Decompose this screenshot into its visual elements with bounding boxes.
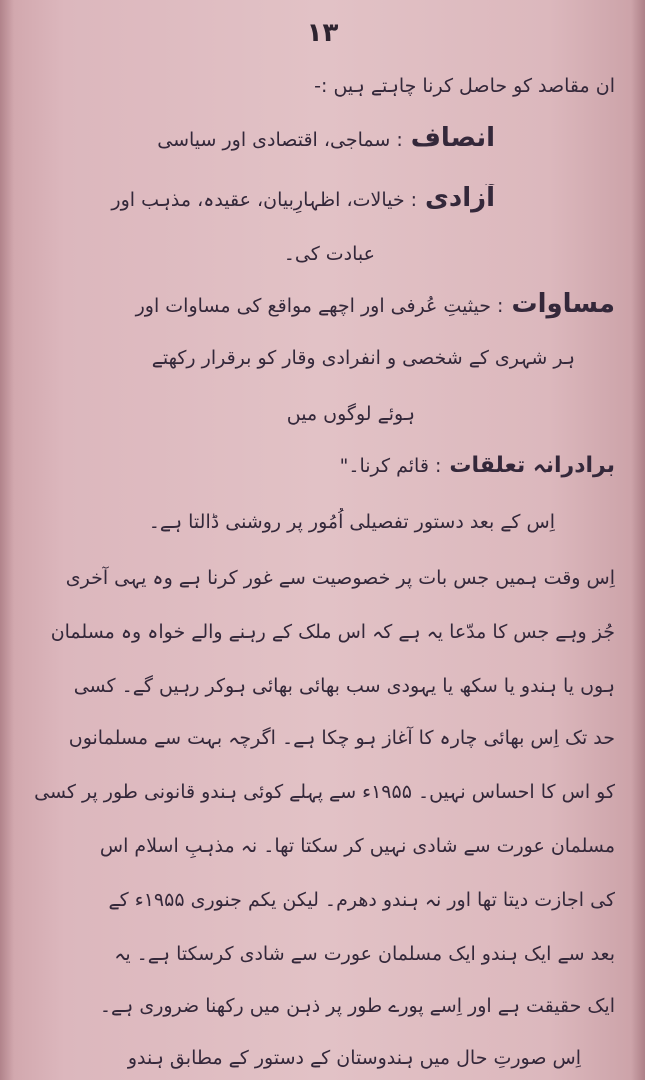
text-line: انصاف: سماجی، اقتصادی اور سیاسی (157, 124, 495, 153)
text-line: مسلمان عورت سے شادی نہیں کر سکتا تھا۔ نہ مذہبِ اسلام اس (99, 835, 615, 857)
text-line: عبادت کی۔ (283, 243, 375, 265)
text-line: ہوئے لوگوں میں (286, 403, 415, 425)
text-line: ان مقاصد کو حاصل کرنا چاہتے ہیں :- (314, 75, 615, 97)
page-number: ۱۳ (306, 18, 339, 48)
page-shadow-left (0, 0, 14, 1080)
text-line: مساوات: حیثیتِ عُرفی اور اچھے مواقع کی مساوات اور (135, 290, 615, 319)
text-line: آزادی: خیالات، اظہارِبیان، عقیدہ، مذہب اور (111, 184, 495, 213)
text-line: اِس وقت ہمیں جس بات پر خصوصیت سے غور کرنا ہے وہ یہی آخری (65, 567, 615, 589)
text-line: حد تک اِس بھائی چارہ کا آغاز ہو چکا ہے۔ اگرچہ بہت سے مسلمانوں (68, 727, 615, 749)
page-shadow-right (631, 0, 645, 1080)
text-line: ایک حقیقت ہے اور اِسے پورے طور پر ذہن میں رکھنا ضروری ہے۔ (99, 995, 615, 1017)
heading-fraternity: برادرانہ تعلقات (449, 453, 615, 478)
heading-liberty: آزادی (425, 184, 495, 213)
text-line: کو اس کا احساس نہیں۔ ۱۹۵۵ء سے پہلے کوئی ہندو قانونی طور پر کسی (34, 781, 615, 803)
text-line: اِس صورتِ حال میں ہندوستان کے دستور کے مطابق ہندو (127, 1047, 581, 1069)
text-line: ہر شہری کے شخصی و انفرادی وقار کو برقرار رکھتے (151, 347, 575, 369)
text-line: بعد سے ایک ہندو ایک مسلمان عورت سے شادی کرسکتا ہے۔ یہ (114, 943, 615, 965)
heading-equality: مساوات (511, 290, 615, 319)
text-line: کی اجازت دیتا تھا اور نہ ہندو دھرم۔ لیکن یکم جنوری ۱۹۵۵ء کے (108, 889, 615, 911)
text-line: جُز وہے جس کا مدّعا یہ ہے کہ اس ملک کے رہنے والے خواہ وہ مسلمان (50, 621, 615, 643)
text-line: ہوں یا ہندو یا سکھ یا یہودی سب بھائی بھائی ہوکر رہیں گے۔ کسی (73, 675, 615, 697)
text-line: برادرانہ تعلقات: قائم کرنا۔" (339, 453, 615, 478)
text-line: اِس کے بعد دستور تفصیلی اُمُور پر روشنی ڈالتا ہے۔ (148, 511, 555, 533)
heading-justice: انصاف (410, 124, 495, 153)
